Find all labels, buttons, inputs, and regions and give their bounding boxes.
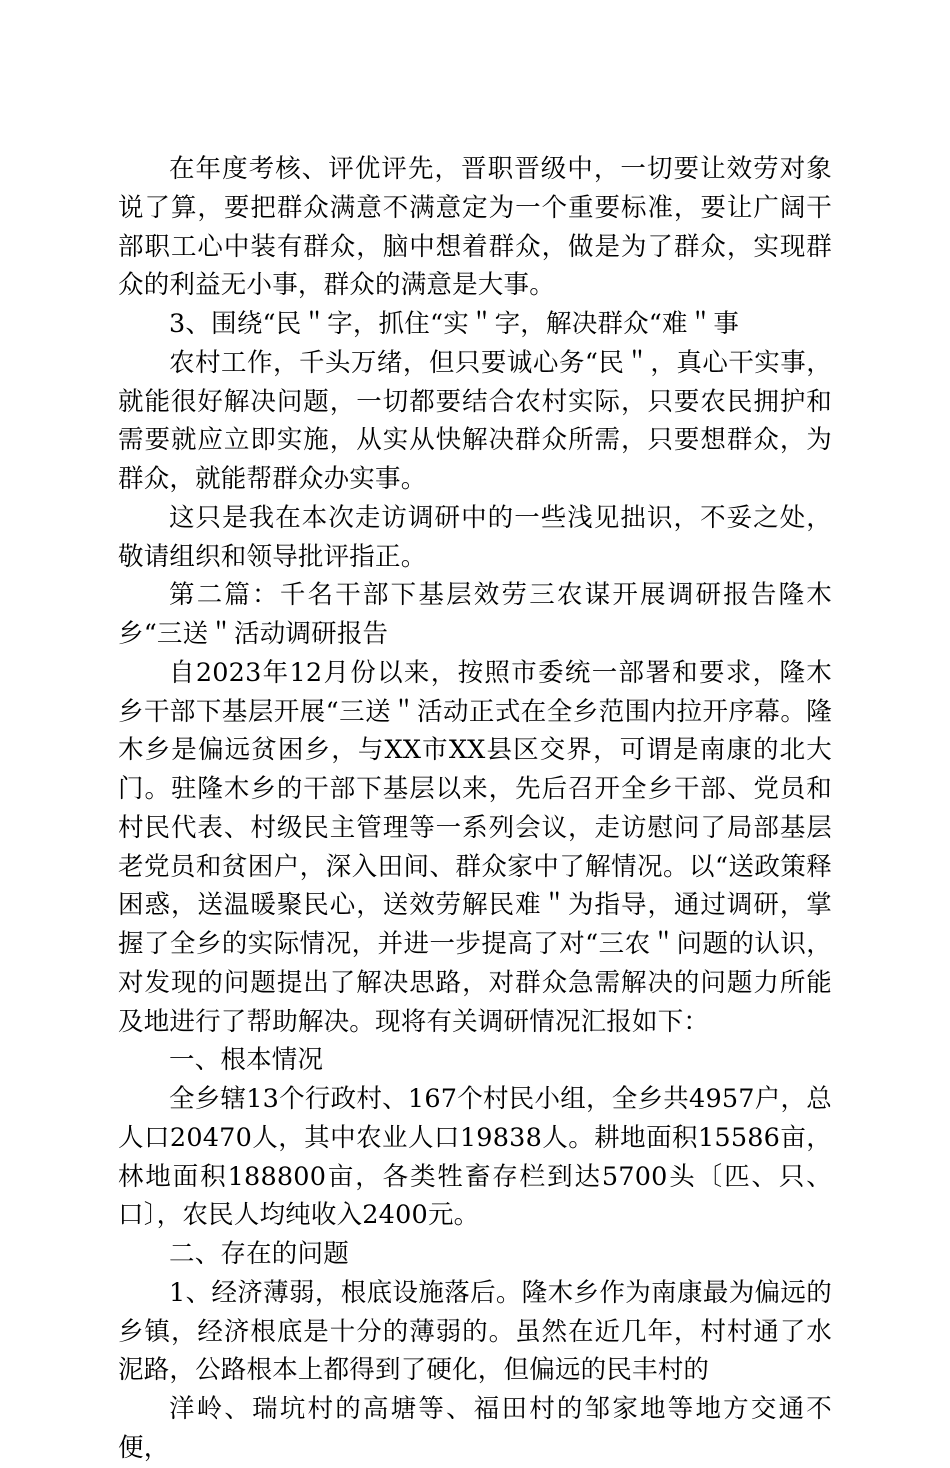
- document-body: [118, 150, 832, 1468]
- paragraph: 农村工作，千头万绪，但只要诚心务“民＂，真心干实事，就能很好解决问题，一切都要结合农村实际，只要农民拥护和需要就应立即实施，从实从快解决群众所需，只要想群众，为群众，就能帮群众办实事。: [118, 347, 832, 494]
- paragraph: 洋岭、瑞坑村的高塘等、福田村的邹家地等地方交通不便，: [118, 1394, 832, 1463]
- paragraph: 二、存在的问题: [169, 1239, 349, 1269]
- paragraph: 第二篇：千名干部下基层效劳三农谋开展调研报告隆木乡“三送＂活动调研报告: [118, 580, 832, 649]
- paragraph: 自2023年12月份以来，按照市委统一部署和要求，隆木乡干部下基层开展“三送＂活动正式在全乡范围内拉开序幕。隆木乡是偏远贫困乡，与XX市XX县区交界，可谓是南康的北大门。驻隆木乡的干部下基层以来，先后召开全乡干部、党员和村民代表、村级民主管理等一系列会议，走访慰问了局部基层老党员和贫困户，深入田间、群众家中了解情况。以“送政策释困惑，送温暖聚民心，送效劳解民难＂为指导，通过调研，掌握了全乡的实际情况，并进一步提高了对“三农＂问题的认识，对发现的问题提出了解决思路，对群众急需解决的问题力所能及地进行了帮助解决。现将有关调研情况汇报如下：: [118, 657, 832, 1037]
- paragraph: 在年度考核、评优评先，晋职晋级中，一切要让效劳对象说了算，要把群众满意不满意定为一个重要标准，要让广阔干部职工心中装有群众，脑中想着群众，做是为了群众，实现群众的利益无小事，群众的满意是大事。: [118, 154, 832, 301]
- paragraph: 全乡辖13个行政村、167个村民小组，全乡共4957户，总人口20470人，其中农业人口19838人。耕地面积15586亩，林地面积188800亩，各类牲畜存栏到达5700头〔匹、只、口〕，农民人均纯收入2400元。: [118, 1084, 832, 1231]
- paragraph: 1、经济薄弱，根底设施落后。隆木乡作为南康最为偏远的乡镇，经济根底是十分的薄弱的。虽然在近几年，村村通了水泥路，公路根本上都得到了硬化，但偏远的民丰村的: [118, 1277, 832, 1386]
- paragraph: 这只是我在本次走访调研中的一些浅见拙识，不妥之处，敬请组织和领导批评指正。: [118, 502, 832, 572]
- paragraph: 3、围绕“民＂字，抓住“实＂字，解决群众“难＂事: [169, 309, 740, 339]
- paragraph: 一、根本情况: [169, 1045, 324, 1076]
